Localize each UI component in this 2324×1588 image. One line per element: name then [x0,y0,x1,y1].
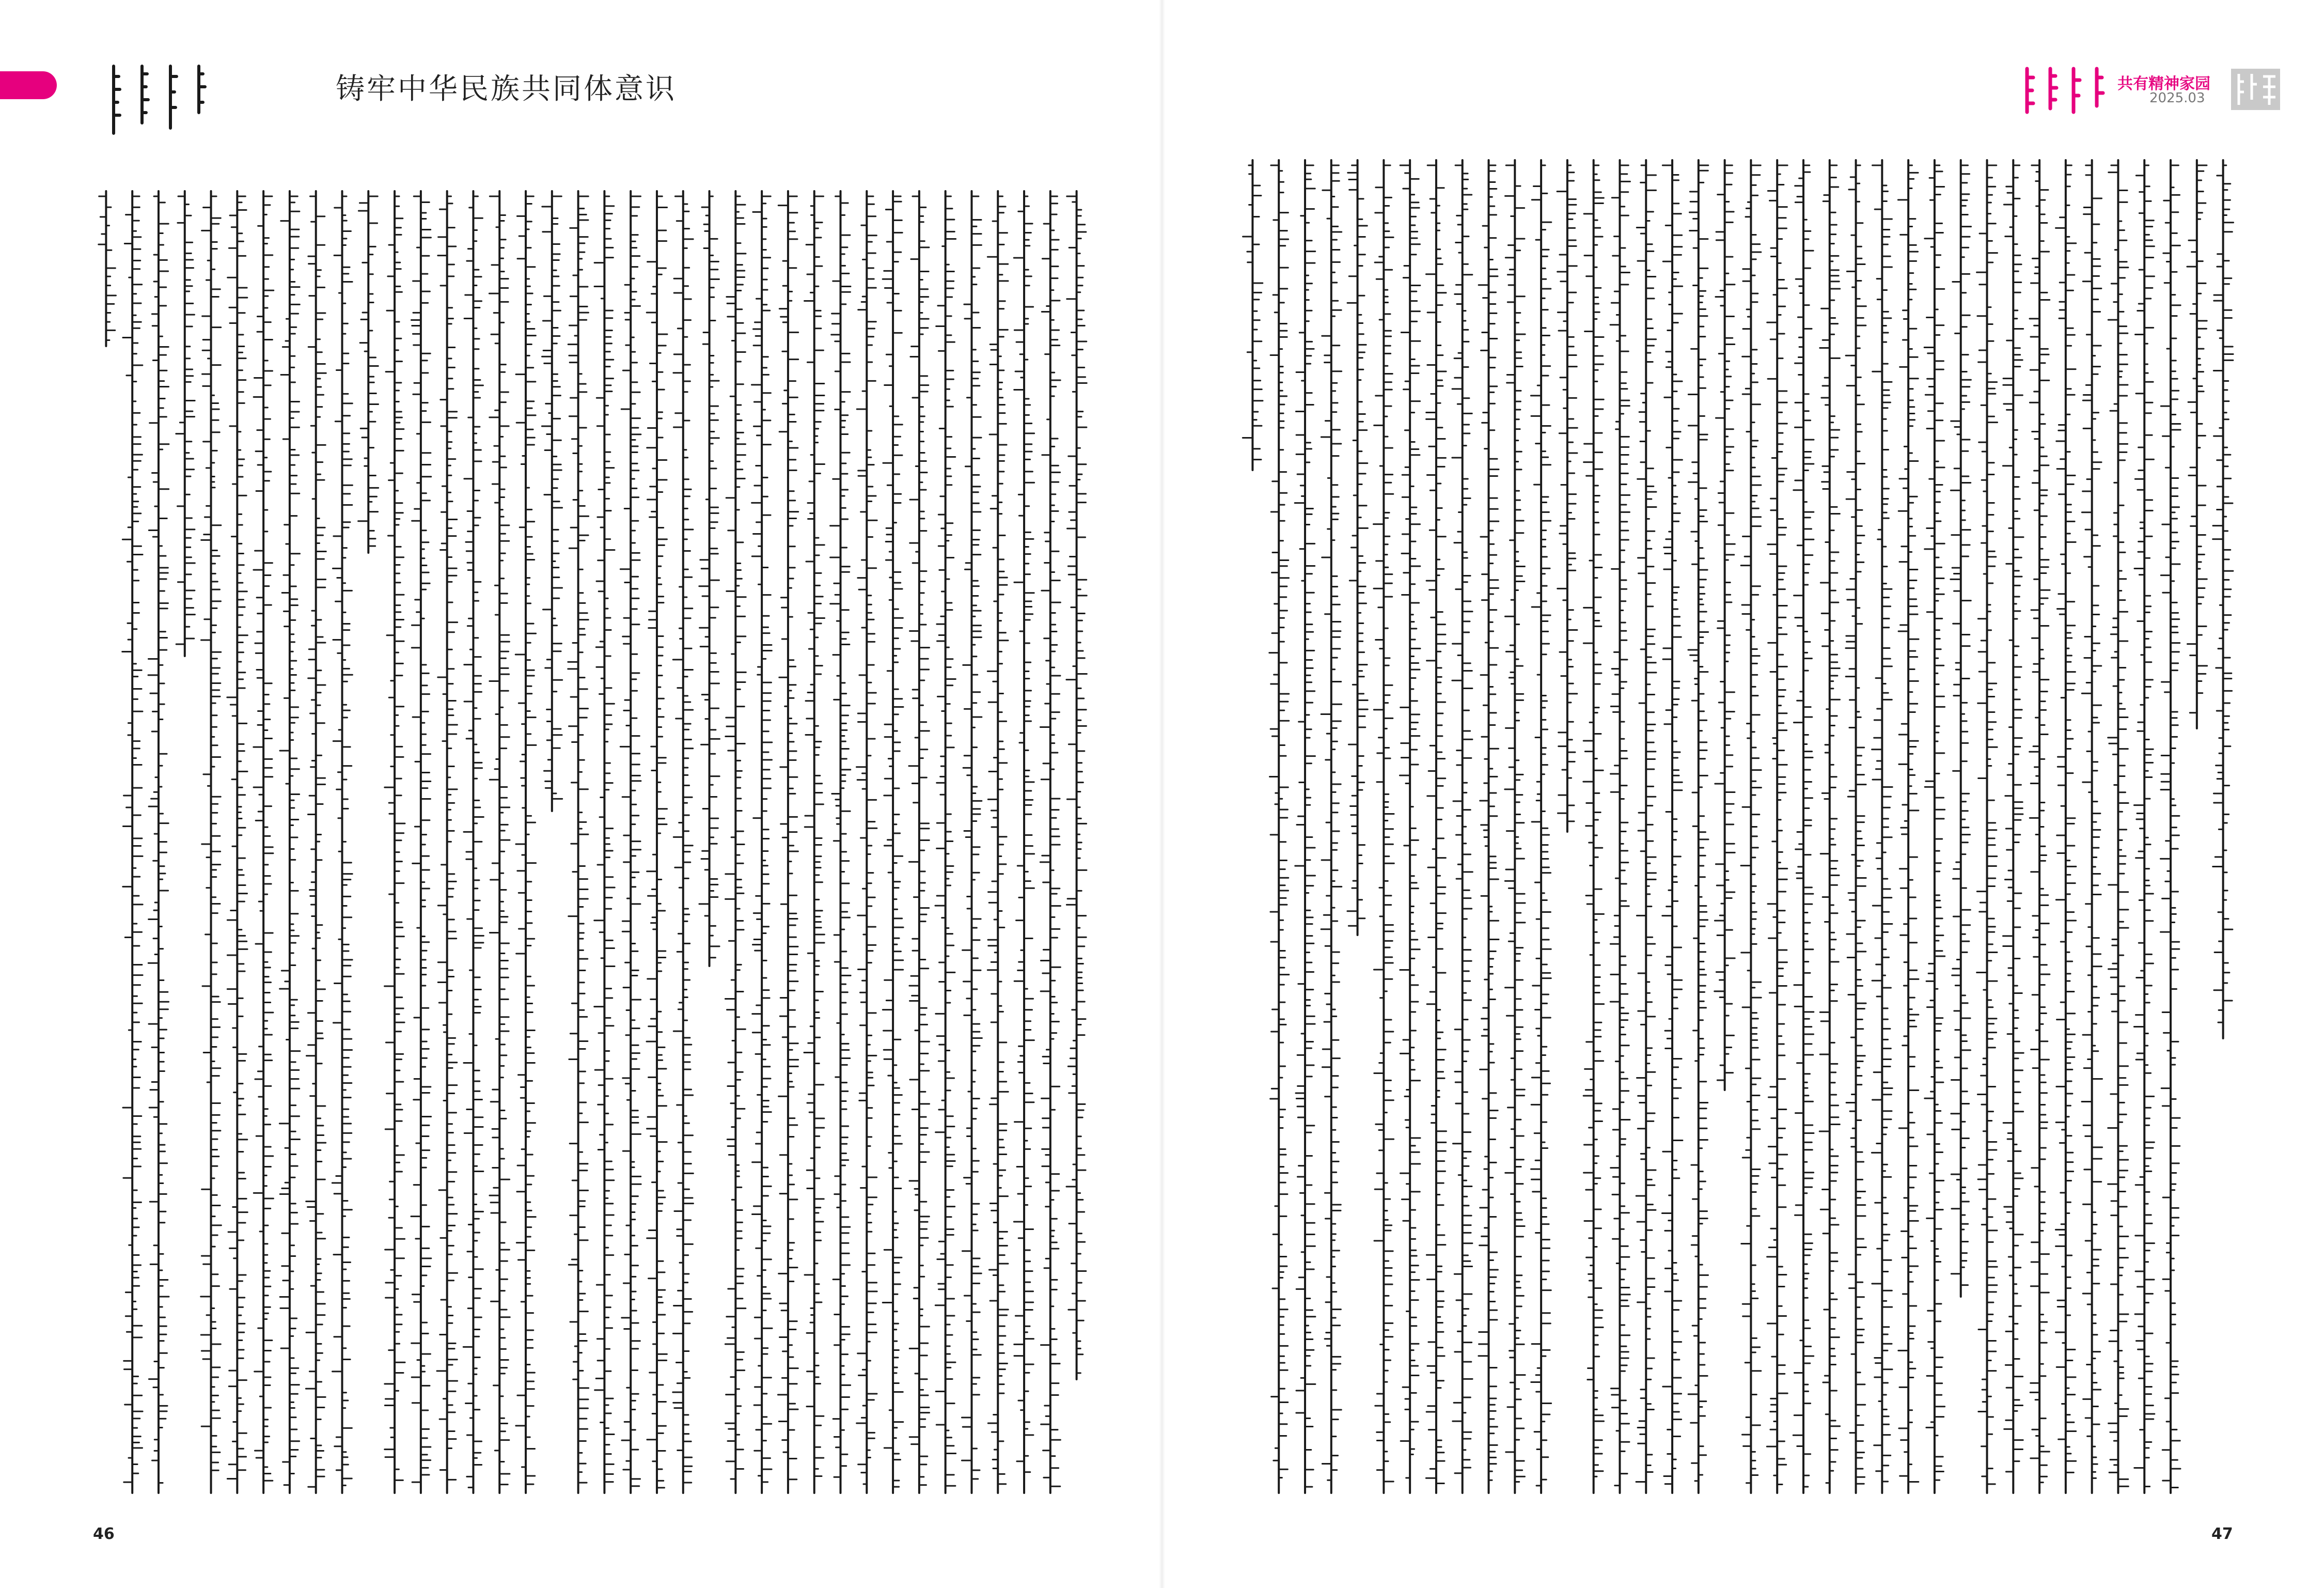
text-column [1347,160,1368,935]
text-column [1479,160,1499,1493]
text-column [962,191,982,1493]
text-column [909,191,930,1493]
section-tab-accent [0,71,57,99]
text-column [542,191,562,811]
text-column [2003,160,2023,1493]
text-column [148,191,169,1493]
text-column [1040,191,1060,1493]
text-column [1505,160,1525,1493]
text-column [1951,160,1971,1297]
text-column [751,191,772,1493]
text-column [778,191,798,1493]
text-column [699,191,720,966]
spine-gutter [1159,0,1165,1588]
text-column [2030,160,2050,1493]
text-column [987,191,1008,1493]
text-column [201,191,222,1493]
text-column [227,191,247,1493]
right-page-body-text [1239,155,2236,1498]
text-column [568,191,589,1493]
text-column [1793,160,1814,1493]
text-column [2134,160,2154,1493]
text-column [411,191,431,1493]
text-column [1741,160,1761,1493]
left-page-body-text [93,186,1090,1498]
text-column [1767,160,1787,1493]
text-column [489,191,510,1493]
text-column [358,191,379,553]
mongolian-script-title-mark [98,61,284,138]
text-column [725,191,746,1493]
text-column [673,191,694,1493]
text-column [176,191,195,656]
text-column [2160,160,2180,1493]
text-column [1531,160,1551,1493]
issue-date: 2025.03 [2149,90,2205,106]
text-column [1610,160,1630,1493]
section-title: 铸牢中华民族共同体意识 [336,72,677,106]
text-column [1636,160,1656,1493]
text-column [515,191,536,1493]
text-column [2055,160,2076,1493]
text-column [437,191,458,1493]
text-column [1977,160,1998,1493]
text-column [2187,160,2207,728]
text-column [1400,160,1420,1493]
text-column [1924,160,1945,1493]
text-column [1688,160,1708,1493]
text-column [830,191,851,1493]
mongolian-script-logo-mark [2014,65,2112,116]
magazine-logo-icon [2231,69,2280,110]
text-column [1243,160,1263,470]
text-column [332,191,352,1493]
page-number-right: 47 [2211,1525,2233,1543]
text-column [1662,160,1683,1493]
text-column [1872,160,1892,1493]
text-column [99,191,116,346]
text-column [935,191,956,1493]
text-column [1846,160,1866,1493]
magazine-name: 共有精神家园 [2117,75,2210,93]
text-column [620,191,641,1493]
text-column [463,191,483,1493]
text-column [122,191,143,1493]
text-column [1321,160,1342,1493]
text-column [279,191,300,1493]
text-column [1295,160,1315,1493]
text-column [1819,160,1840,1493]
text-column [1269,160,1289,1493]
text-column [1715,160,1735,1090]
text-column [1898,160,1919,1493]
text-column [385,191,405,1493]
text-column [1452,160,1472,1493]
text-column [1066,191,1087,1379]
text-column [306,191,326,1493]
text-column [856,191,877,1493]
text-column [1014,191,1034,1493]
magazine-header [2014,65,2303,116]
text-column [804,191,825,1493]
text-column [1583,160,1604,1493]
text-column [883,191,903,1493]
text-column [2213,160,2234,1038]
text-column [2082,160,2102,1493]
text-column [2108,160,2129,1493]
text-column [1426,160,1446,1493]
text-column [254,191,274,1493]
text-column [594,191,615,1493]
text-column [1557,160,1577,832]
text-column [1373,160,1394,1493]
text-column [647,191,667,1493]
page-number-left: 46 [93,1525,115,1543]
